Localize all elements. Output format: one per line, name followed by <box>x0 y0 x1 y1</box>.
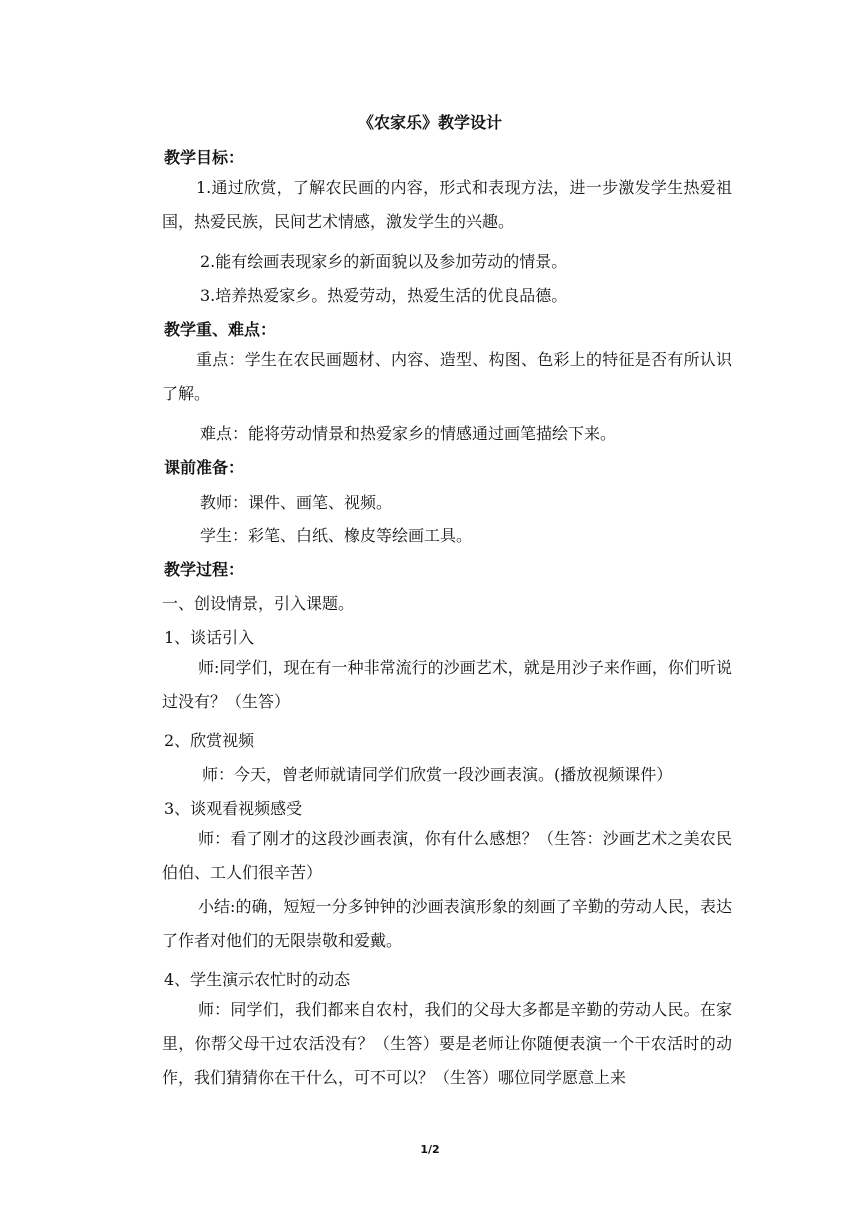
objectives-heading: 教学目标： <box>164 148 245 167</box>
sub-1-text: 师:同学们，现在有一种非常流行的沙画艺术，就是用沙子来作画，你们听说过没有？（生答） <box>162 658 732 711</box>
sub-2-text: 师：今天，曾老师就请同学们欣赏一段沙画表演。(播放视频课件） <box>202 765 673 784</box>
objective-2: 2.能有绘画表现家乡的新面貌以及参加劳动的情景。 <box>200 252 568 271</box>
prep-teacher: 教师：课件、画笔、视频。 <box>200 493 393 512</box>
document-title: 《农家乐》教学设计 <box>357 113 502 132</box>
sub-2-heading: 2、欣赏视频 <box>164 731 255 750</box>
prep-student: 学生：彩笔、白纸、橡皮等绘画工具。 <box>200 526 473 545</box>
sub-4-text: 师：同学们，我们都来自农村，我们的父母大多都是辛勤的劳动人民。在家里，你帮父母干过农活没有？（生答）要是老师让你随便表演一个干农活时的动作，我们猜猜你在干什么，可不可以？（生答）哪位同学愿意上来 <box>162 1000 732 1087</box>
objective-3: 3.培养热爱家乡。热爱劳动，热爱生活的优良品德。 <box>200 286 568 305</box>
objective-1: 1.通过欣赏，了解农民画的内容，形式和表现方法，进一步激发学生热爱祖国，热爱民族，民间艺术情感，激发学生的兴趣。 <box>162 178 732 231</box>
sub-4-heading: 4、学生演示农忙时的动态 <box>164 970 351 989</box>
page-number: 1/2 <box>420 1143 440 1156</box>
sub-1-heading: 1、谈话引入 <box>164 628 255 647</box>
sub-3-summary: 小结:的确，短短一分多钟钟的沙画表演形象的刻画了辛勤的劳动人民，表达了作者对他们的无限崇敬和爱戴。 <box>162 897 732 950</box>
sub-3-text: 师：看了刚才的这段沙画表演，你有什么感想？（生答：沙画艺术之美农民伯伯、工人们很辛苦） <box>162 829 732 882</box>
key-points-heading: 教学重、难点： <box>164 320 277 339</box>
process-heading: 教学过程： <box>164 560 245 579</box>
step-one: 一、创设情景，引入课题。 <box>162 594 355 613</box>
sub-3-heading: 3、谈观看视频感受 <box>164 799 303 818</box>
prep-heading: 课前准备： <box>164 458 245 477</box>
key-point: 重点：学生在农民画题材、内容、造型、构图、色彩上的特征是否有所认识了解。 <box>162 350 732 403</box>
difficulty: 难点：能将劳动情景和热爱家乡的情感通过画笔描绘下来。 <box>200 424 617 443</box>
